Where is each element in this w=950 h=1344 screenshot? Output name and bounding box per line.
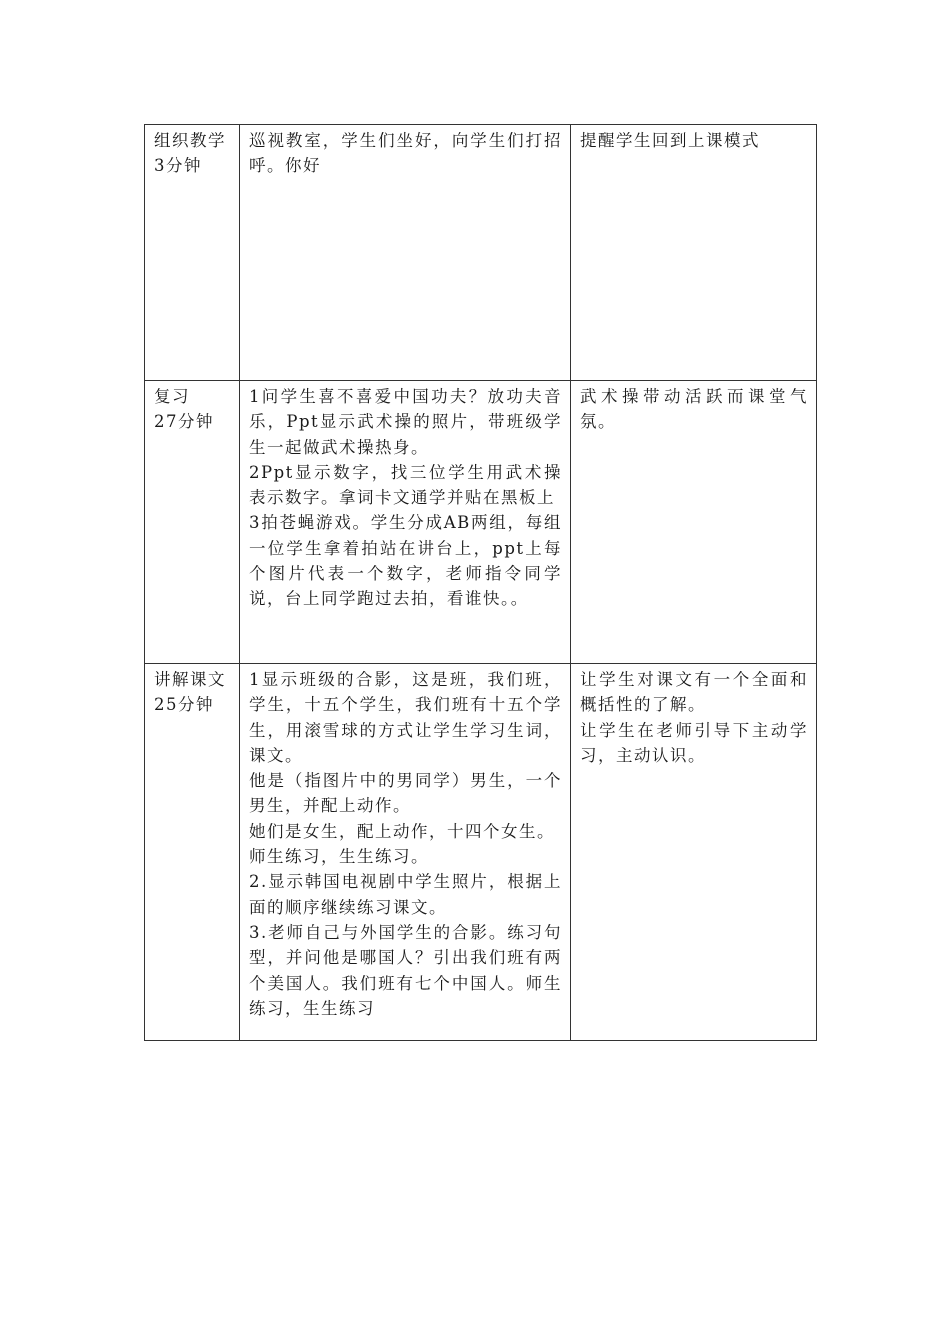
table-row-review	[145, 381, 817, 664]
purpose-cell	[571, 664, 817, 1041]
activity-cell	[240, 664, 571, 1041]
stage-duration: 25分钟	[154, 695, 214, 715]
table-row-text-explanation	[145, 664, 817, 1041]
purpose-cell	[571, 125, 817, 381]
purpose-text: 让学生在老师引导下主动学习，主动认识。	[580, 720, 808, 765]
activity-text: 1显示班级的合影，这是班，我们班，学生，十五个学生，我们班有十五个学生，用滚雪球的方式让学生学习生词，课文。	[249, 670, 562, 765]
purpose-text: 武术操带动活跃而课堂气氛。	[580, 387, 808, 432]
activity-text: 师生练习，生生练习。	[249, 847, 429, 867]
stage-cell	[145, 664, 240, 1041]
stage-duration: 3分钟	[154, 156, 202, 176]
lesson-plan-table	[144, 124, 817, 1041]
stage-name: 组织教学	[154, 131, 226, 150]
table-row-organize	[145, 125, 817, 381]
activity-text: 她们是女生，配上动作，十四个女生。	[249, 821, 555, 841]
stage-duration: 27分钟	[154, 412, 214, 432]
purpose-cell	[571, 381, 817, 664]
activity-text: 1问学生喜不喜爱中国功夫？放功夫音乐，Ppt显示武术操的照片，带班级学生一起做武术操热身。	[249, 387, 562, 457]
stage-cell	[145, 125, 240, 381]
stage-cell	[145, 381, 240, 664]
purpose-text: 提醒学生回到上课模式	[580, 131, 760, 150]
activity-cell	[240, 125, 571, 381]
activity-text: 3.老师自己与外国学生的合影。练习句型，并问他是哪国人？引出我们班有两个美国人。我们班有七个中国人。师生练习，生生练习	[249, 922, 562, 1018]
activity-text: 2Ppt显示数字，找三位学生用武术操表示数字。拿词卡文通学并贴在黑板上	[249, 462, 562, 508]
activity-text: 巡视教室，学生们坐好，向学生们打招呼。你好	[249, 131, 562, 176]
activity-cell	[240, 381, 571, 664]
activity-text: 2.显示韩国电视剧中学生照片，根据上面的顺序继续练习课文。	[249, 872, 562, 917]
activity-text: 3拍苍蝇游戏。学生分成AB两组，每组一位学生拿着拍站在讲台上，ppt上每个图片代表一个数字，老师指令同学说，台上同学跑过去拍，看谁快。。	[249, 513, 562, 609]
activity-text: 他是（指图片中的男同学）男生，一个男生，并配上动作。	[249, 771, 562, 816]
purpose-text: 让学生对课文有一个全面和概括性的了解。	[580, 670, 808, 715]
stage-name: 复习	[154, 387, 190, 406]
stage-name: 讲解课文	[154, 670, 226, 689]
